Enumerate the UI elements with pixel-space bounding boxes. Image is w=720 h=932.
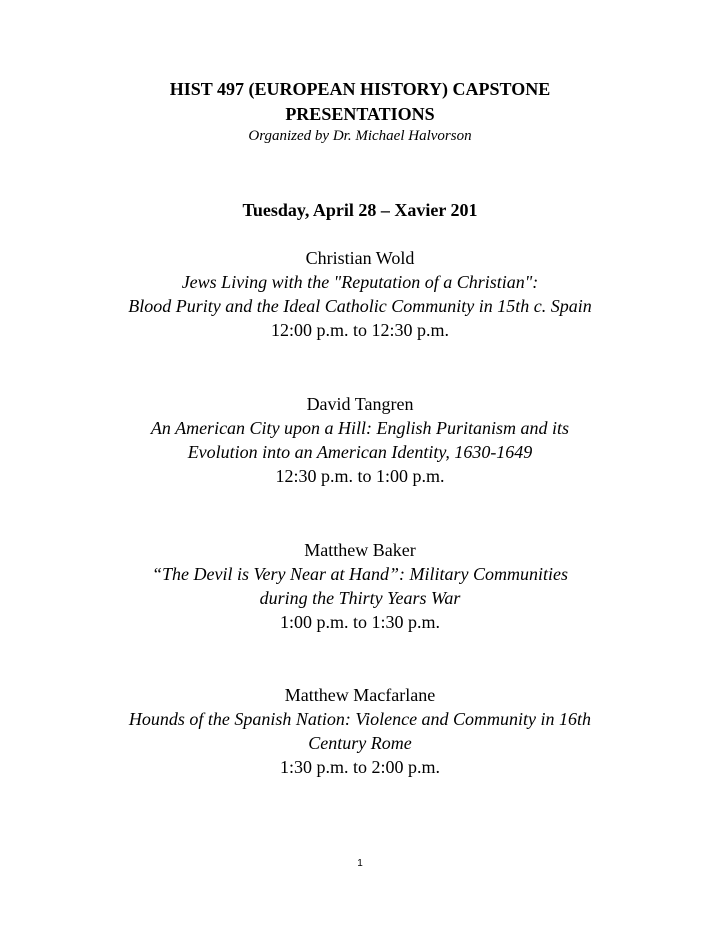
session-heading: Tuesday, April 28 – Xavier 201 (242, 200, 478, 220)
presenter-name: Matthew Macfarlane (284, 685, 436, 705)
presentation-title-line: An American City upon a Hill: English Puritanism and its (150, 418, 570, 438)
presentation-title-line: Jews Living with the "Reputation of a Christian": (181, 272, 539, 292)
document-title-line-2: PRESENTATIONS (285, 104, 435, 124)
presenter-name: Matthew Baker (304, 540, 416, 560)
presentation-title-line: during the Thirty Years War (259, 588, 461, 608)
presenter-name: Christian Wold (305, 248, 415, 268)
page-number: 1 (357, 858, 363, 869)
presentation-time: 12:00 p.m. to 12:30 p.m. (270, 320, 449, 340)
presentation-time: 1:00 p.m. to 1:30 p.m. (279, 612, 440, 632)
document-title-line-1: HIST 497 (EUROPEAN HISTORY) CAPSTONE (169, 79, 551, 99)
presentation-time: 12:30 p.m. to 1:00 p.m. (275, 466, 445, 486)
presentation-title-line: Century Rome (308, 733, 412, 753)
presentation-title-line: “The Devil is Very Near at Hand”: Military Communities (152, 564, 568, 584)
presenter-name: David Tangren (306, 394, 414, 414)
presentation-title-line: Blood Purity and the Ideal Catholic Community in 15th c. Spain (128, 296, 592, 316)
organizer-credit: Organized by Dr. Michael Halvorson (248, 128, 472, 144)
presentation-time: 1:30 p.m. to 2:00 p.m. (279, 757, 440, 777)
presentation-title-line: Evolution into an American Identity, 1630-1649 (187, 442, 533, 462)
presentation-title-line: Hounds of the Spanish Nation: Violence and Community in 16th (128, 709, 592, 729)
